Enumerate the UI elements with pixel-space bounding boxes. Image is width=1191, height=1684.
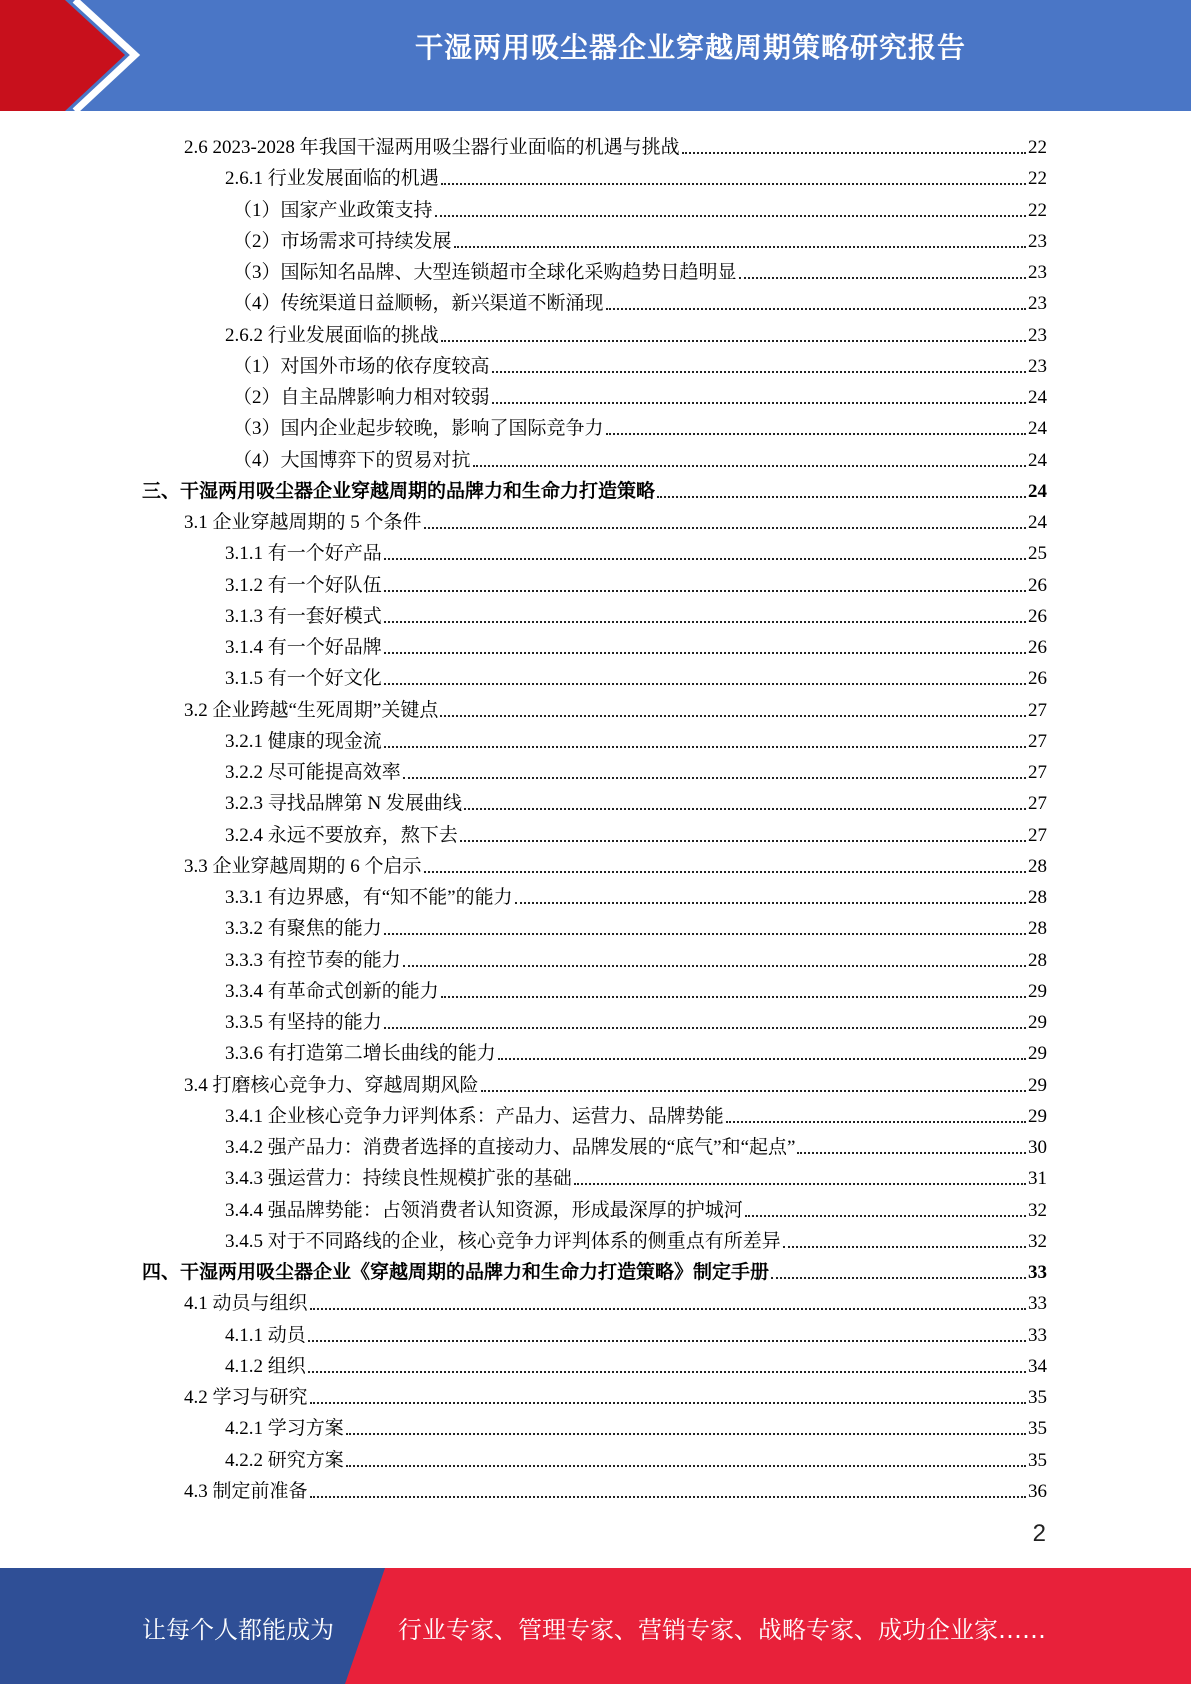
toc-entry[interactable]	[184, 691, 1047, 722]
toc-dot-leader	[435, 215, 1026, 217]
toc-entry[interactable]	[225, 1003, 1047, 1034]
toc-entry-label: 3.3.2 有聚焦的能力	[225, 918, 382, 940]
toc-entry-label: 4.1.2 组织	[225, 1355, 306, 1377]
toc-entry-page: 35	[1028, 1387, 1047, 1408]
toc-dot-leader	[384, 746, 1026, 748]
toc-entry-label: 3.4 打磨核心竞争力、穿越周期风险	[184, 1074, 479, 1096]
footer-slogan-right: 行业专家、管理专家、营销专家、战略专家、成功企业家……	[398, 1616, 1046, 1644]
toc-entry[interactable]	[233, 409, 1047, 440]
toc-entry-page: 23	[1028, 324, 1047, 346]
toc-dot-leader	[454, 246, 1026, 248]
toc-entry-page: 31	[1028, 1168, 1047, 1190]
toc-entry-label: （1）对国外市场的依存度较高	[233, 355, 490, 377]
toc-dot-leader	[310, 1308, 1026, 1310]
toc-entry-label: 4.1 动员与组织	[184, 1293, 308, 1315]
toc-entry[interactable]	[225, 1034, 1047, 1065]
toc-entry-page: 29	[1028, 1043, 1047, 1065]
toc-entry-page: 23	[1028, 230, 1047, 252]
toc-entry-label: 3.3.6 有打造第二增长曲线的能力	[225, 1043, 496, 1065]
toc-entry-page: 27	[1028, 730, 1047, 752]
toc-entry-page: 30	[1028, 1137, 1047, 1158]
toc-entry[interactable]	[225, 566, 1047, 597]
toc-dot-leader	[384, 1027, 1026, 1029]
toc-entry[interactable]	[184, 503, 1047, 534]
toc-entry-page: 34	[1028, 1355, 1047, 1377]
toc-dot-leader	[384, 652, 1026, 654]
toc-dot-leader	[473, 465, 1026, 467]
toc-entry-label: （1）国家产业政策支持	[233, 199, 433, 221]
toc-entry[interactable]	[225, 1128, 1047, 1159]
toc-entry[interactable]	[184, 1284, 1047, 1315]
toc-dot-leader	[492, 371, 1026, 373]
toc-entry-page: 27	[1028, 699, 1047, 721]
toc-entry-page: 22	[1028, 199, 1047, 221]
toc-entry[interactable]	[225, 1347, 1047, 1378]
toc-entry[interactable]	[184, 1378, 1047, 1409]
page-number: 2	[1032, 1520, 1046, 1547]
toc-entry-label: 2.6.1 行业发展面临的机遇	[225, 168, 439, 190]
toc-entry[interactable]	[225, 784, 1047, 815]
toc-entry[interactable]	[184, 1066, 1047, 1097]
toc-dot-leader	[498, 1058, 1026, 1060]
toc-entry[interactable]	[225, 909, 1047, 940]
toc-entry-page: 28	[1028, 887, 1047, 908]
toc-dot-leader	[682, 152, 1026, 154]
toc-entry-label: 3.3.5 有坚持的能力	[225, 1012, 382, 1033]
toc-entry[interactable]	[225, 1222, 1047, 1253]
toc-entry[interactable]	[225, 753, 1047, 784]
toc-entry-page: 28	[1028, 855, 1047, 877]
toc-dot-leader	[310, 1496, 1026, 1498]
toc-entry[interactable]	[233, 253, 1047, 284]
toc-entry-label: 3.1.2 有一个好队伍	[225, 574, 382, 596]
toc-entry-label: 3.1.1 有一个好产品	[225, 543, 382, 565]
toc-entry[interactable]	[233, 191, 1047, 222]
toc-entry-label: 3.4.5 对于不同路线的企业，核心竞争力评判体系的侧重点有所差异	[225, 1230, 781, 1252]
toc-dot-leader	[606, 308, 1026, 310]
toc-entry-page: 23	[1028, 262, 1047, 283]
toc-entry-page: 33	[1028, 1293, 1047, 1315]
toc-entry-label: 3.2.3 寻找品牌第 N 发展曲线	[225, 793, 462, 815]
toc-dot-leader	[424, 527, 1026, 529]
toc-entry-label: 3.3.3 有控节奏的能力	[225, 949, 401, 971]
toc-entry-page: 33	[1028, 1262, 1047, 1283]
toc-dot-leader	[745, 1215, 1026, 1217]
toc-entry-label: 3.1.4 有一个好品牌	[225, 637, 382, 658]
toc-entry-page: 32	[1028, 1230, 1047, 1252]
toc-dot-leader	[384, 683, 1026, 685]
toc-dot-leader	[441, 996, 1026, 998]
toc-entry-label: 3.4.2 强产品力：消费者选择的直接动力、品牌发展的“底气”和“起点”	[225, 1137, 796, 1158]
toc-entry[interactable]	[225, 597, 1047, 628]
toc-entry-label: 2.6 2023-2028 年我国干湿两用吸尘器行业面临的机遇与挑战	[184, 137, 680, 158]
toc-entry-label: 四、干湿两用吸尘器企业《穿越周期的品牌力和生命力打造策略》制定手册	[142, 1262, 770, 1283]
toc-entry[interactable]	[225, 659, 1047, 690]
toc-entry[interactable]	[233, 347, 1047, 378]
toc-entry-label: 3.3.4 有革命式创新的能力	[225, 980, 439, 1002]
toc-entry[interactable]	[225, 1191, 1047, 1222]
toc-entry-label: 3.2.1 健康的现金流	[225, 730, 382, 752]
toc-entry[interactable]	[225, 316, 1047, 347]
toc-entry[interactable]	[233, 284, 1047, 315]
toc-entry[interactable]	[225, 1316, 1047, 1347]
toc-entry-label: （3）国际知名品牌、大型连锁超市全球化采购趋势日趋明显	[233, 262, 737, 283]
toc-entry-label: 三、干湿两用吸尘器企业穿越周期的品牌力和生命力打造策略	[142, 480, 656, 502]
toc-entry[interactable]	[225, 159, 1047, 190]
toc-entry[interactable]	[225, 941, 1047, 972]
toc-dot-leader	[308, 1340, 1026, 1342]
toc-entry-page: 27	[1028, 762, 1047, 783]
toc-entry-label: （2）自主品牌影响力相对较弱	[233, 387, 490, 408]
toc-entry[interactable]	[233, 378, 1047, 409]
toc-dot-leader	[464, 808, 1026, 810]
toc-dot-leader	[481, 1090, 1026, 1092]
toc-dot-leader	[441, 340, 1026, 342]
toc-dot-leader	[657, 496, 1026, 498]
page-header	[0, 0, 1191, 111]
toc-entry-page: 24	[1028, 387, 1047, 408]
toc-dot-leader	[441, 183, 1026, 185]
toc-entry-label: 3.4.3 强运营力：持续良性规模扩张的基础	[225, 1168, 572, 1190]
toc-entry[interactable]	[233, 222, 1047, 253]
footer-slogan-left: 让每个人都能成为	[142, 1616, 334, 1644]
page-footer	[0, 1568, 1191, 1684]
toc-dot-leader	[424, 871, 1026, 873]
toc-entry-page: 26	[1028, 637, 1047, 658]
toc-entry[interactable]	[225, 534, 1047, 565]
toc-entry-label: 3.4.1 企业核心竞争力评判体系：产品力、运营力、品牌势能	[225, 1105, 724, 1127]
toc-dot-leader	[308, 1371, 1026, 1373]
toc-entry-page: 28	[1028, 918, 1047, 940]
toc-entry-label: 3.1 企业穿越周期的 5 个条件	[184, 512, 422, 533]
toc-dot-leader	[460, 840, 1026, 842]
toc-entry-page: 36	[1028, 1480, 1047, 1502]
toc-entry-label: 3.2.4 永远不要放弃，熬下去	[225, 824, 458, 846]
toc-entry-page: 35	[1028, 1418, 1047, 1440]
toc-entry[interactable]	[142, 1253, 1047, 1284]
toc-entry-page: 29	[1028, 980, 1047, 1002]
toc-entry-page: 22	[1028, 168, 1047, 190]
toc-entry-page: 26	[1028, 574, 1047, 596]
toc-entry[interactable]	[142, 472, 1047, 503]
toc-entry-page: 24	[1028, 480, 1047, 502]
toc-entry[interactable]	[184, 847, 1047, 878]
toc-entry-page: 27	[1028, 824, 1047, 846]
toc-dot-leader	[574, 1183, 1026, 1185]
toc-entry-label: （3）国内企业起步较晚，影响了国际竞争力	[233, 418, 604, 440]
toc-entry-page: 32	[1028, 1199, 1047, 1221]
toc-entry-label: 4.1.1 动员	[225, 1324, 306, 1346]
toc-entry-page: 24	[1028, 512, 1047, 533]
toc-dot-leader	[384, 558, 1026, 560]
toc-entry[interactable]	[225, 1159, 1047, 1190]
toc-entry-label: 4.3 制定前准备	[184, 1480, 308, 1502]
toc-dot-leader	[403, 777, 1026, 779]
toc-entry[interactable]	[184, 1472, 1047, 1503]
toc-entry-page: 29	[1028, 1105, 1047, 1127]
toc-entry-page: 26	[1028, 605, 1047, 627]
toc-entry-label: 4.2.2 研究方案	[225, 1449, 344, 1471]
toc-dot-leader	[515, 902, 1026, 904]
toc-entry[interactable]	[225, 1097, 1047, 1128]
toc-dot-leader	[440, 715, 1026, 717]
toc-entry-page: 29	[1028, 1074, 1047, 1096]
toc-entry-page: 24	[1028, 418, 1047, 440]
toc-entry-label: （4）大国博弈下的贸易对抗	[233, 449, 471, 471]
toc-entry-page: 29	[1028, 1012, 1047, 1033]
toc-entry-label: 3.4.4 强品牌势能：占领消费者认知资源，形成最深厚的护城河	[225, 1199, 743, 1221]
report-title: 干湿两用吸尘器企业穿越周期策略研究报告	[414, 31, 966, 64]
toc-dot-leader	[310, 1402, 1026, 1404]
toc-entry-page: 23	[1028, 293, 1047, 315]
toc-entry[interactable]	[225, 816, 1047, 847]
toc-entry-label: 4.2 学习与研究	[184, 1387, 308, 1408]
toc-entry-page: 27	[1028, 793, 1047, 815]
toc-entry-label: （2）市场需求可持续发展	[233, 230, 452, 252]
toc-dot-leader	[346, 1465, 1026, 1467]
toc-dot-leader	[739, 277, 1026, 279]
toc-entry-label: 4.2.1 学习方案	[225, 1418, 344, 1440]
toc-dot-leader	[403, 965, 1026, 967]
toc-entry-label: （4）传统渠道日益顺畅，新兴渠道不断涌现	[233, 293, 604, 315]
toc-entry-label: 3.1.3 有一套好模式	[225, 605, 382, 627]
toc-entry-label: 2.6.2 行业发展面临的挑战	[225, 324, 439, 346]
toc-dot-leader	[384, 621, 1026, 623]
toc-dot-leader	[346, 1433, 1026, 1435]
toc-entry[interactable]	[225, 722, 1047, 753]
toc-entry-page: 23	[1028, 355, 1047, 377]
toc-dot-leader	[492, 402, 1026, 404]
toc-dot-leader	[726, 1121, 1026, 1123]
toc-entry-page: 28	[1028, 949, 1047, 971]
toc-entry[interactable]	[225, 972, 1047, 1003]
toc-entry-label: 3.3 企业穿越周期的 6 个启示	[184, 855, 422, 877]
toc-entry-page: 35	[1028, 1449, 1047, 1471]
toc-entry[interactable]	[184, 128, 1047, 159]
toc-entry-page: 25	[1028, 543, 1047, 565]
toc-dot-leader	[384, 933, 1026, 935]
toc-dot-leader	[797, 1152, 1026, 1154]
toc-entry-label: 3.3.1 有边界感，有“知不能”的能力	[225, 887, 513, 908]
toc-entry-page: 26	[1028, 668, 1047, 690]
toc-entry[interactable]	[225, 1441, 1047, 1472]
toc-dot-leader	[771, 1277, 1026, 1279]
toc-dot-leader	[384, 590, 1026, 592]
toc-entry-label: 3.2.2 尽可能提高效率	[225, 762, 401, 783]
toc-entry[interactable]	[225, 878, 1047, 909]
toc-entry[interactable]	[233, 441, 1047, 472]
toc-entry[interactable]	[225, 1409, 1047, 1440]
toc-entry[interactable]	[225, 628, 1047, 659]
toc-entry-page: 22	[1028, 137, 1047, 158]
toc-entry-label: 3.1.5 有一个好文化	[225, 668, 382, 690]
toc-entry-page: 24	[1028, 449, 1047, 471]
toc-entry-label: 3.2 企业跨越“生死周期”关键点	[184, 699, 439, 721]
toc-entry-page: 33	[1028, 1324, 1047, 1346]
toc-dot-leader	[606, 433, 1026, 435]
toc-dot-leader	[783, 1246, 1026, 1248]
